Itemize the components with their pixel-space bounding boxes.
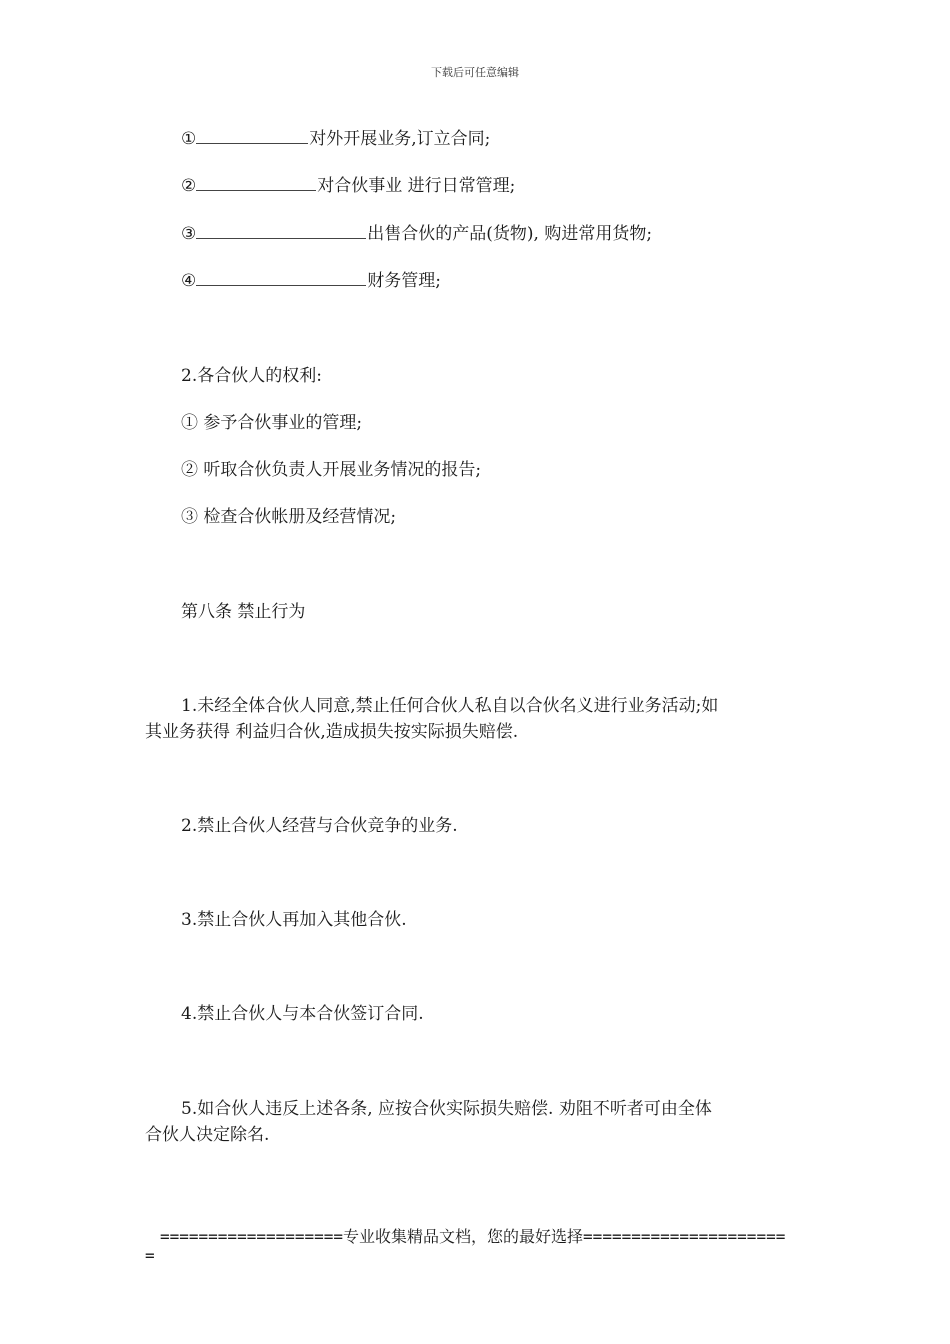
article-8-paragraph-4: 4.禁止合伙人与本合伙签订合同. <box>181 1004 424 1024</box>
footer-banner <box>160 1227 785 1247</box>
fill-in-blank <box>196 224 366 239</box>
duty-marker: ③ <box>181 224 197 244</box>
duty-marker: ④ <box>181 271 197 291</box>
article-8-paragraph-1-line-1: 1.未经全体合伙人同意,禁止任何合伙人私自以合伙名义进行业务活动;如 <box>181 696 719 716</box>
duty-text: 对合伙事业 进行日常管理; <box>317 176 516 196</box>
duty-item-1 <box>181 128 490 150</box>
fill-in-blank <box>196 176 316 191</box>
fill-in-blank <box>196 129 308 144</box>
fill-in-blank <box>196 271 366 286</box>
duty-text: 财务管理; <box>367 271 441 291</box>
article-8-paragraph-5-line-1: 5.如合伙人违反上述各条, 应按合伙实际损失赔偿. 劝阻不听者可由全体 <box>181 1099 712 1119</box>
article-8-title: 第八条 禁止行为 <box>181 602 306 622</box>
duty-marker: ① <box>181 129 197 149</box>
duty-item-2 <box>181 175 515 197</box>
rights-item-3: ③ 检查合伙帐册及经营情况; <box>181 507 397 527</box>
rights-item-1: ① 参予合伙事业的管理; <box>181 413 363 433</box>
page-header-note: 下载后可任意编辑 <box>431 66 519 79</box>
duty-item-3 <box>181 223 652 245</box>
footer-text: 专业收集精品文档，您的最好选择 <box>343 1227 584 1246</box>
rights-heading: 2.各合伙人的权利: <box>181 366 322 386</box>
article-8-paragraph-1-line-2: 其业务获得 利益归合伙,造成损失按实际损失赔偿. <box>145 722 519 742</box>
duty-text: 出售合伙的产品(货物), 购进常用货物; <box>367 224 653 244</box>
duty-marker: ② <box>181 176 197 196</box>
duty-item-4 <box>181 270 441 292</box>
footer-left-rule: =================== <box>160 1227 344 1246</box>
article-8-paragraph-3: 3.禁止合伙人再加入其他合伙. <box>181 910 407 930</box>
article-8-paragraph-2: 2.禁止合伙人经营与合伙竞争的业务. <box>181 816 458 836</box>
footer-tail: = <box>145 1246 155 1265</box>
duty-text: 对外开展业务,订立合同; <box>309 129 491 149</box>
rights-item-2: ② 听取合伙负责人开展业务情况的报告; <box>181 460 482 480</box>
article-8-paragraph-5-line-2: 合伙人决定除名. <box>145 1125 270 1145</box>
footer-right-rule: ===================== <box>583 1227 786 1246</box>
